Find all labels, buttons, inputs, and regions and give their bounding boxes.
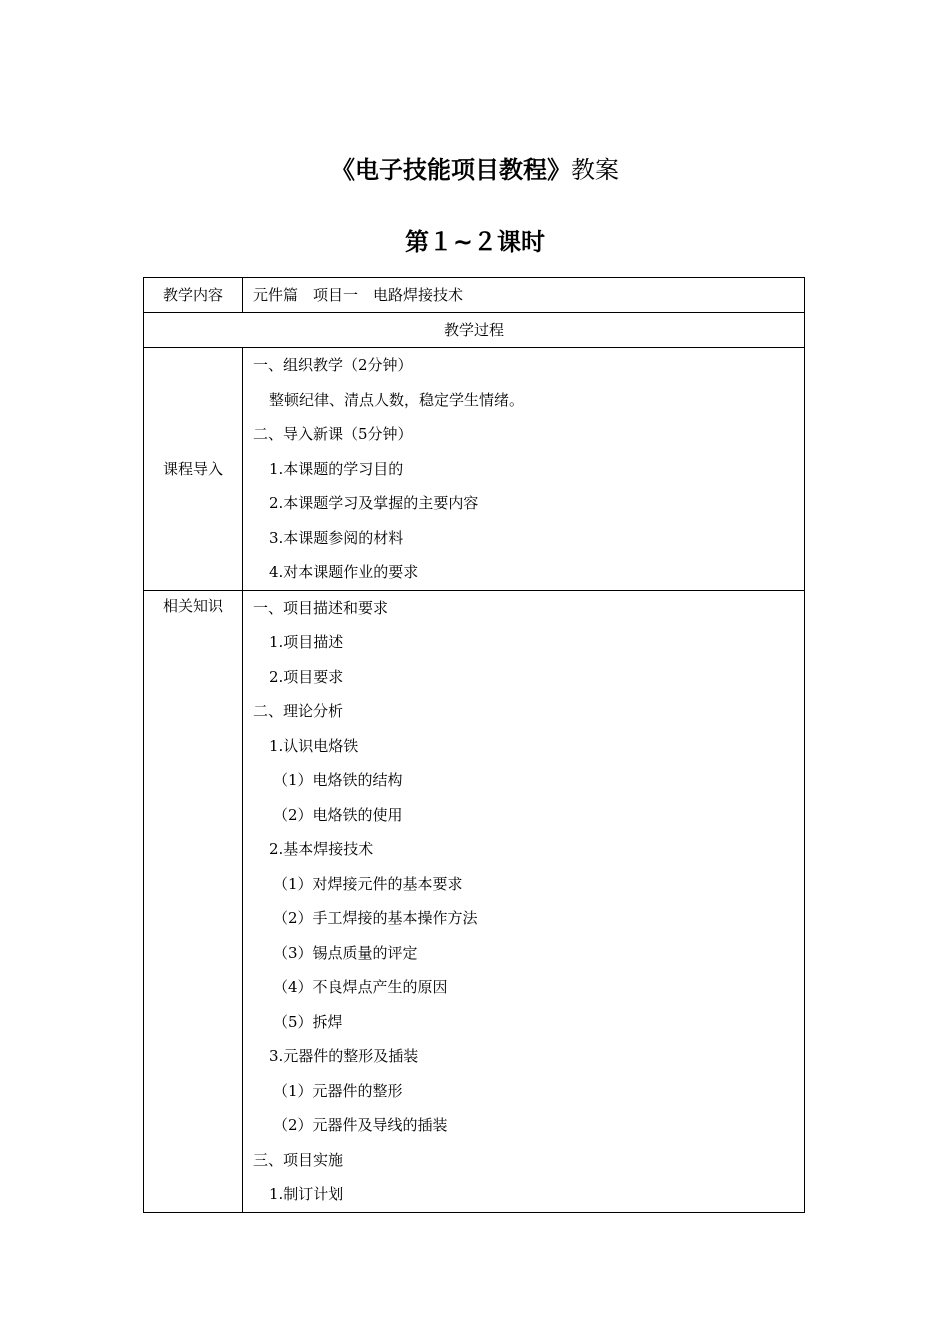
intro-line: 3.本课题参阅的材料 (269, 528, 404, 547)
intro-line: 整顿纪律、清点人数，稳定学生情绪。 (269, 390, 525, 409)
knowledge-line: 一、项目描述和要求 (253, 598, 389, 617)
knowledge-label: 相关知识 (144, 590, 243, 1212)
knowledge-line: 1.制订计划 (269, 1185, 344, 1203)
intro-row (144, 348, 805, 591)
knowledge-line: （2）电烙铁的使用 (273, 805, 403, 824)
knowledge-line: （2）元器件及导线的插装 (273, 1116, 448, 1134)
knowledge-line: 3.元器件的整形及插装 (269, 1047, 419, 1065)
knowledge-line: （4）不良焊点产生的原因 (273, 978, 448, 996)
knowledge-line: （2）手工焊接的基本操作方法 (273, 909, 478, 927)
title-tail: 教案 (571, 156, 619, 184)
knowledge-line: （3）锡点质量的评定 (273, 943, 418, 962)
knowledge-line: （1）元器件的整形 (273, 1081, 403, 1100)
intro-line: 4.对本课题作业的要求 (269, 563, 419, 581)
document-title (0, 150, 950, 185)
knowledge-line: 1.认识电烙铁 (269, 736, 359, 755)
intro-line: 2.本课题学习及掌握的主要内容 (269, 494, 479, 512)
knowledge-line: （5）拆焊 (273, 1012, 343, 1031)
lesson-plan-table (143, 277, 805, 1213)
knowledge-content (243, 590, 805, 1212)
content-value: 元件篇 项目一 电路焊接技术 (243, 278, 805, 313)
process-header: 教学过程 (144, 313, 805, 348)
intro-line: 1.本课题的学习目的 (269, 459, 404, 478)
knowledge-line: 二、理论分析 (253, 702, 344, 720)
knowledge-line: 三、项目实施 (253, 1150, 344, 1169)
content-row (144, 278, 805, 313)
knowledge-line: 1.项目描述 (269, 633, 344, 651)
knowledge-line: 2.基本焊接技术 (269, 840, 374, 858)
process-header-row (144, 313, 805, 348)
knowledge-line: 2.项目要求 (269, 667, 344, 686)
intro-label: 课程导入 (144, 348, 243, 591)
knowledge-line: （1）对焊接元件的基本要求 (273, 874, 463, 893)
knowledge-row (144, 590, 805, 1212)
intro-line: 二、导入新课（5分钟） (253, 425, 413, 443)
title-main: 《电子技能项目教程》 (331, 156, 571, 184)
content-label: 教学内容 (144, 278, 243, 313)
intro-content (243, 348, 805, 591)
knowledge-line: （1）电烙铁的结构 (273, 771, 403, 789)
intro-line: 一、组织教学（2分钟） (253, 356, 413, 374)
lesson-period: 第１~２课时 (404, 228, 546, 256)
